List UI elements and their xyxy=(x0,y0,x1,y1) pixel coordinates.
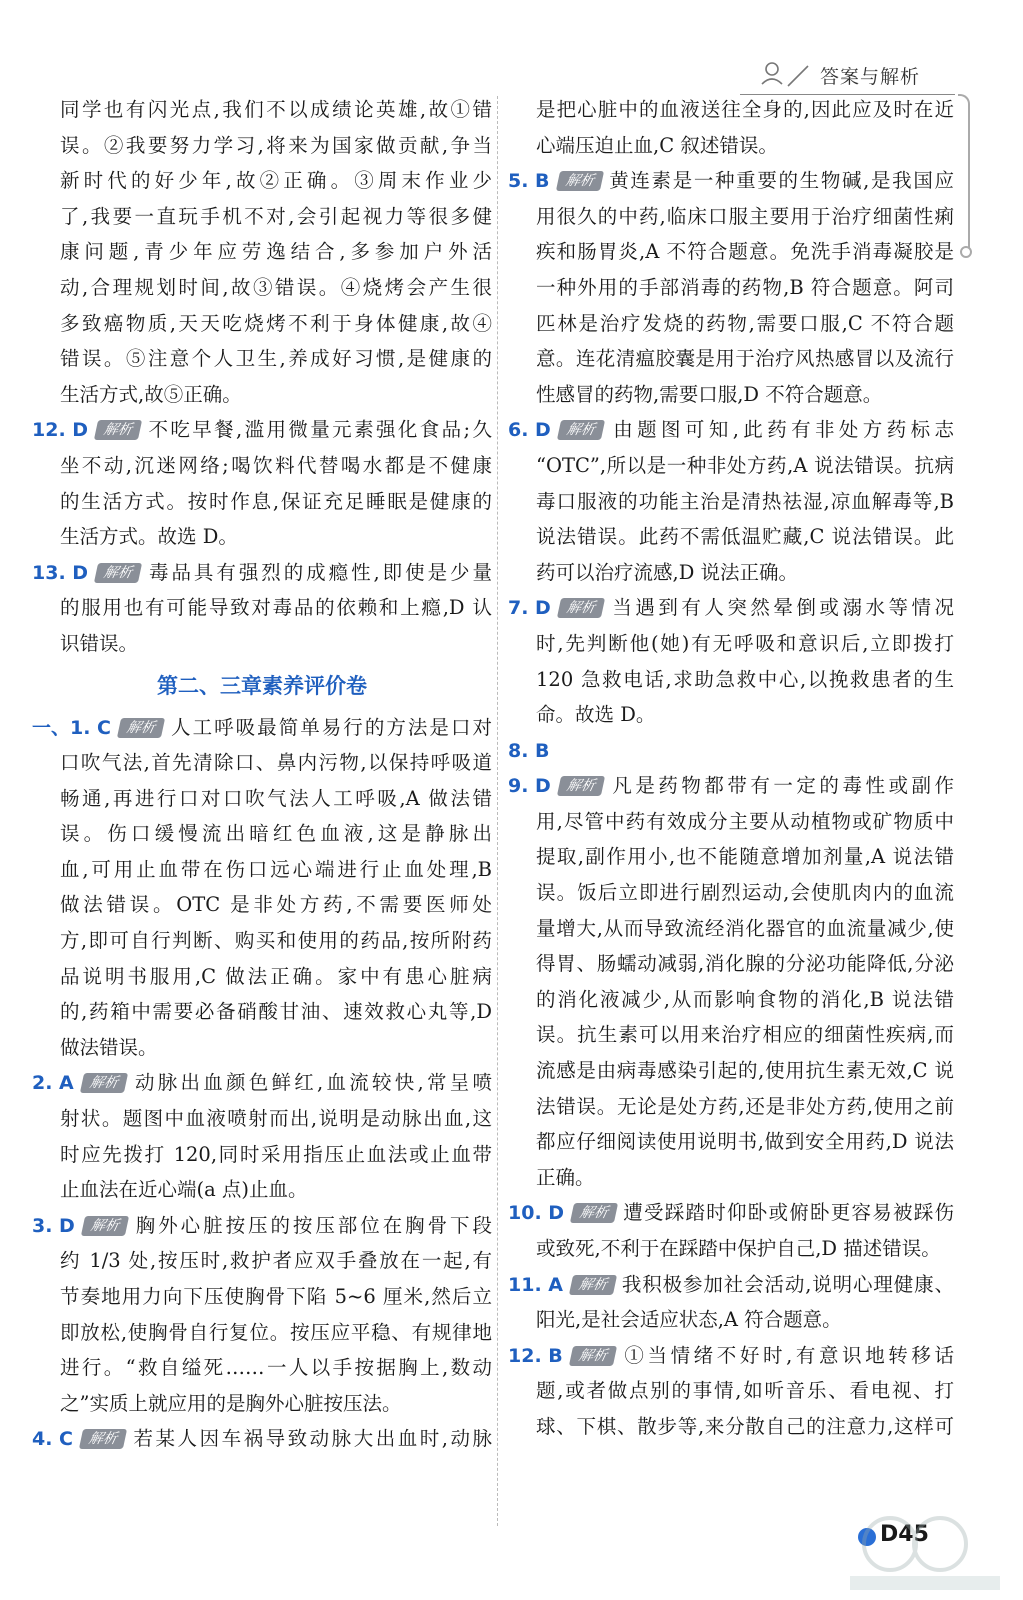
text-line: 或致死,不利于在踩踏中保护自己,D 描述错误。 xyxy=(536,1237,941,1260)
answer-number: 一、1. C xyxy=(32,716,111,739)
answer-text: 动脉出血颜色鲜红,血流较快,常呈喷 xyxy=(131,1071,492,1095)
answer-item xyxy=(508,1267,954,1338)
text-line: 误。饭后立即进行剧烈运动,会使肌肉内的血流 xyxy=(536,881,954,905)
text-line: 节奏地用力向下压使胸骨下陷 5~6 厘米,然后立 xyxy=(60,1285,492,1308)
answer-number: 7. D xyxy=(508,597,551,620)
analysis-badge: 解析 xyxy=(80,1073,128,1093)
text-line: 口吹气法,首先清除口、鼻内污物,以保持呼吸道 xyxy=(60,751,492,775)
text-line: 约 1/3 处,按压时,救护者应双手叠放在一起,有 xyxy=(60,1249,492,1273)
answer-continuation xyxy=(508,92,954,163)
text-line: 球、下棋、散步等,来分散自己的注意力,这样可 xyxy=(536,1414,954,1438)
analysis-badge: 解析 xyxy=(117,718,165,738)
margin-bracket-end xyxy=(960,246,972,258)
text-line: 康问题,青少年应劳逸结合,多参加户外活 xyxy=(60,240,492,264)
text-line: 识错误。 xyxy=(60,631,139,655)
answer-text: 由题图可知,此药有非处方药标志 xyxy=(608,418,954,442)
text-line: 都应仔细阅读使用说明书,做到安全用药,D 说法 xyxy=(536,1130,954,1154)
text-line: 是把心脏中的血液送往全身的,因此应及时在近 xyxy=(536,98,954,121)
text-line: 生活方式,故⑤正确。 xyxy=(60,382,242,406)
answer-item xyxy=(508,590,954,732)
text-line: 同学也有闪光点,我们不以成绩论英雄,故①错 xyxy=(60,98,492,121)
answer-item xyxy=(32,1065,492,1207)
answer-continuation xyxy=(32,92,492,412)
text-line: 得胃、肠蠕动减弱,消化腺的分泌功能降低,分泌 xyxy=(536,952,954,976)
text-line: 用,尽管中药有效成分主要从动植物或矿物质中 xyxy=(536,809,954,833)
analysis-badge: 解析 xyxy=(557,420,605,440)
answer-number: 8. B xyxy=(508,739,550,762)
text-line: 做法错误。 xyxy=(60,1035,158,1059)
text-line: 一种外用的手部消毒的药物,B 符合题意。阿司 xyxy=(536,275,954,299)
text-line: 畅通,再进行口对口吹气法人工呼吸,A 做法错 xyxy=(60,786,492,810)
text-line: 提取,副作用小,也不能随意增加剂量,A 说法错 xyxy=(536,845,954,869)
text-line: 的消化液减少,从而影响食物的消化,B 说法错 xyxy=(536,987,954,1011)
analysis-badge: 解析 xyxy=(557,598,605,618)
text-line: 坐不动,沉迷网络;喝饮料代替喝水都是不健康 xyxy=(60,453,492,477)
answer-number: 10. D xyxy=(508,1202,565,1225)
answer-text: ①当情绪不好时,有意识地转移话 xyxy=(620,1343,954,1367)
text-line: 品说明书服用,C 做法正确。家中有患心脏病 xyxy=(60,964,492,988)
text-line: 误。②我要努力学习,将来为国家做贡献,争当 xyxy=(60,133,492,157)
text-line: 说法错误。此药不需低温贮藏,C 说法错误。此 xyxy=(536,525,954,549)
answer-item xyxy=(32,555,492,662)
answer-text: 若某人因车祸导致动脉大出血时,动脉 xyxy=(131,1427,492,1451)
text-line: 正确。 xyxy=(536,1165,595,1189)
text-line: “OTC”,所以是一种非处方药,A 说法错误。抗病 xyxy=(536,453,954,477)
text-line: 之”实质上就应用的是胸外心脏按压法。 xyxy=(60,1391,402,1415)
text-line: 误。抗生素可以用来治疗相应的细菌性疾病,而 xyxy=(536,1023,954,1047)
text-line: 心端压迫止血,C 叙述错误。 xyxy=(536,133,778,157)
text-line: 阳光,是社会适应状态,A 符合题意。 xyxy=(536,1308,842,1332)
answer-text: 遭受踩踏时仰卧或俯卧更容易被踩伤 xyxy=(622,1201,954,1225)
answer-number: 13. D xyxy=(32,561,89,584)
text-line: 时,先判断他(她)有无呼吸和意识后,立即拨打 xyxy=(536,631,954,655)
page-number: D45 xyxy=(880,1522,929,1547)
text-line: 做法错误。OTC 是非处方药,不需要医师处 xyxy=(60,893,492,917)
analysis-badge: 解析 xyxy=(569,1346,617,1366)
answer-number: 11. A xyxy=(508,1273,563,1296)
text-line: 意。连花清瘟胶囊是用于治疗风热感冒以及流行 xyxy=(536,347,954,371)
analysis-badge: 解析 xyxy=(569,1275,617,1295)
analysis-badge: 解析 xyxy=(570,1203,618,1223)
text-line: 即放松,使胸骨自行复位。按压应平稳、有规律地 xyxy=(60,1320,492,1344)
answer-text: 我积极参加社会活动,说明心理健康、 xyxy=(620,1272,954,1296)
analysis-badge: 解析 xyxy=(94,563,142,583)
answer-number: 2. A xyxy=(32,1072,74,1095)
answer-item xyxy=(32,710,492,1066)
answer-text: 胸外心脏按压的按压部位在胸骨下段 xyxy=(132,1213,492,1237)
text-line: 匹林是治疗发烧的药物,需要口服,C 不符合题 xyxy=(536,311,954,335)
text-line: 的生活方式。按时作息,保证充足睡眠是健康的 xyxy=(60,489,492,513)
text-line: 生活方式。故选 D。 xyxy=(60,525,238,549)
text-line: 药可以治疗流感,D 说法正确。 xyxy=(536,560,799,584)
text-line: 新时代的好少年,故②正确。③周末作业少 xyxy=(60,169,492,193)
text-line: 题,或者做点别的事情,如听音乐、看电视、打 xyxy=(536,1379,954,1403)
section-title: 第二、三章素养评价卷 xyxy=(157,673,367,698)
analysis-badge: 解析 xyxy=(555,171,603,191)
reader-icon xyxy=(758,60,814,94)
text-line: 动,合理规划时间,故③错误。④烧烤会产生很 xyxy=(60,275,492,299)
answer-text: 不吃早餐,滥用微量元素强化食品;久 xyxy=(146,418,492,442)
text-line: 多致癌物质,天天吃烧烤不利于身体健康,故④ xyxy=(60,311,492,335)
answer-number: 12. B xyxy=(508,1344,563,1367)
answer-number: 12. D xyxy=(32,419,89,442)
analysis-badge: 解析 xyxy=(79,1429,127,1449)
text-line: 血,可用止血带在伤口远心端进行止血处理,B xyxy=(60,857,492,881)
text-line: 的服用也有可能导致对毒品的依赖和上瘾,D 认 xyxy=(60,596,492,620)
text-line: 时应先拨打 120,同时采用指压止血法或止血带 xyxy=(60,1142,492,1166)
answer-number: 5. B xyxy=(508,170,550,193)
text-line: 毒口服液的功能主治是清热祛湿,凉血解毒等,B xyxy=(536,489,954,513)
answer-text: 凡是药物都带有一定的毒性或副作 xyxy=(608,774,954,798)
analysis-badge: 解析 xyxy=(557,776,605,796)
margin-bracket xyxy=(958,94,970,256)
text-line: 方,即可自行判断、购买和使用的药品,按所附药 xyxy=(60,929,492,953)
answer-item xyxy=(508,412,954,590)
answer-item xyxy=(32,1421,492,1457)
text-line: 误。伤口缓慢流出暗红色血液,这是静脉出 xyxy=(60,822,492,846)
watermark-logo xyxy=(830,1506,1015,1596)
answer-item xyxy=(508,768,954,1195)
text-line: 120 急救电话,求助急救中心,以挽救患者的生 xyxy=(536,667,954,691)
right-column xyxy=(508,92,954,1445)
text-line: 性感冒的药物,需要口服,D 不符合题意。 xyxy=(536,382,883,406)
header-title: 答案与解析 xyxy=(820,66,921,88)
text-line: 命。故选 D。 xyxy=(536,703,656,727)
text-line: 疾和肠胃炎,A 不符合题意。免洗手消毒凝胶是 xyxy=(536,240,954,264)
left-column xyxy=(32,92,492,1457)
answer-item xyxy=(508,733,954,769)
text-line: 了,我要一直玩手机不对,会引起视力等很多健 xyxy=(60,204,492,228)
text-line: 射状。题图中血液喷射而出,说明是动脉出血,这 xyxy=(60,1107,492,1131)
text-line: 错误。⑤注意个人卫生,养成好习惯,是健康的 xyxy=(60,347,492,371)
answer-item xyxy=(508,1195,954,1266)
page-header xyxy=(740,56,990,96)
answer-number: 6. D xyxy=(508,419,551,442)
answer-text: 黄连素是一种重要的生物碱,是我国应 xyxy=(607,169,954,193)
analysis-badge: 解析 xyxy=(94,420,142,440)
answer-item xyxy=(508,163,954,412)
text-line: 进行。“救自缢死……一人以手按据胸上,数动 xyxy=(60,1356,492,1380)
text-line: 法错误。无论是处方药,还是非处方药,使用之前 xyxy=(536,1094,954,1118)
answer-item xyxy=(508,1338,954,1445)
text-line: 用很久的中药,临床口服主要用于治疗细菌性痢 xyxy=(536,204,954,228)
text-line: 止血法在近心端(a 点)止血。 xyxy=(60,1178,308,1202)
answer-item xyxy=(32,412,492,554)
text-line: 的,药箱中需要必备硝酸甘油、速效救心丸等,D xyxy=(60,1000,492,1024)
column-divider xyxy=(497,96,498,1526)
analysis-badge: 解析 xyxy=(81,1216,129,1236)
text-line: 流感是由病毒感染引起的,使用抗生素无效,C 说 xyxy=(536,1059,954,1083)
answer-text: 当遇到有人突然晕倒或溺水等情况 xyxy=(608,596,954,620)
answer-number: 9. D xyxy=(508,775,551,798)
answer-text: 毒品具有强烈的成瘾性,即使是少量 xyxy=(146,560,492,584)
answer-item xyxy=(32,1208,492,1422)
answer-number: 4. C xyxy=(32,1428,73,1451)
answer-text: 人工呼吸最简单易行的方法是口对 xyxy=(169,715,492,739)
text-line: 量增大,从而导致流经消化器官的血流量减少,使 xyxy=(536,916,954,940)
answer-number: 3. D xyxy=(32,1214,75,1237)
